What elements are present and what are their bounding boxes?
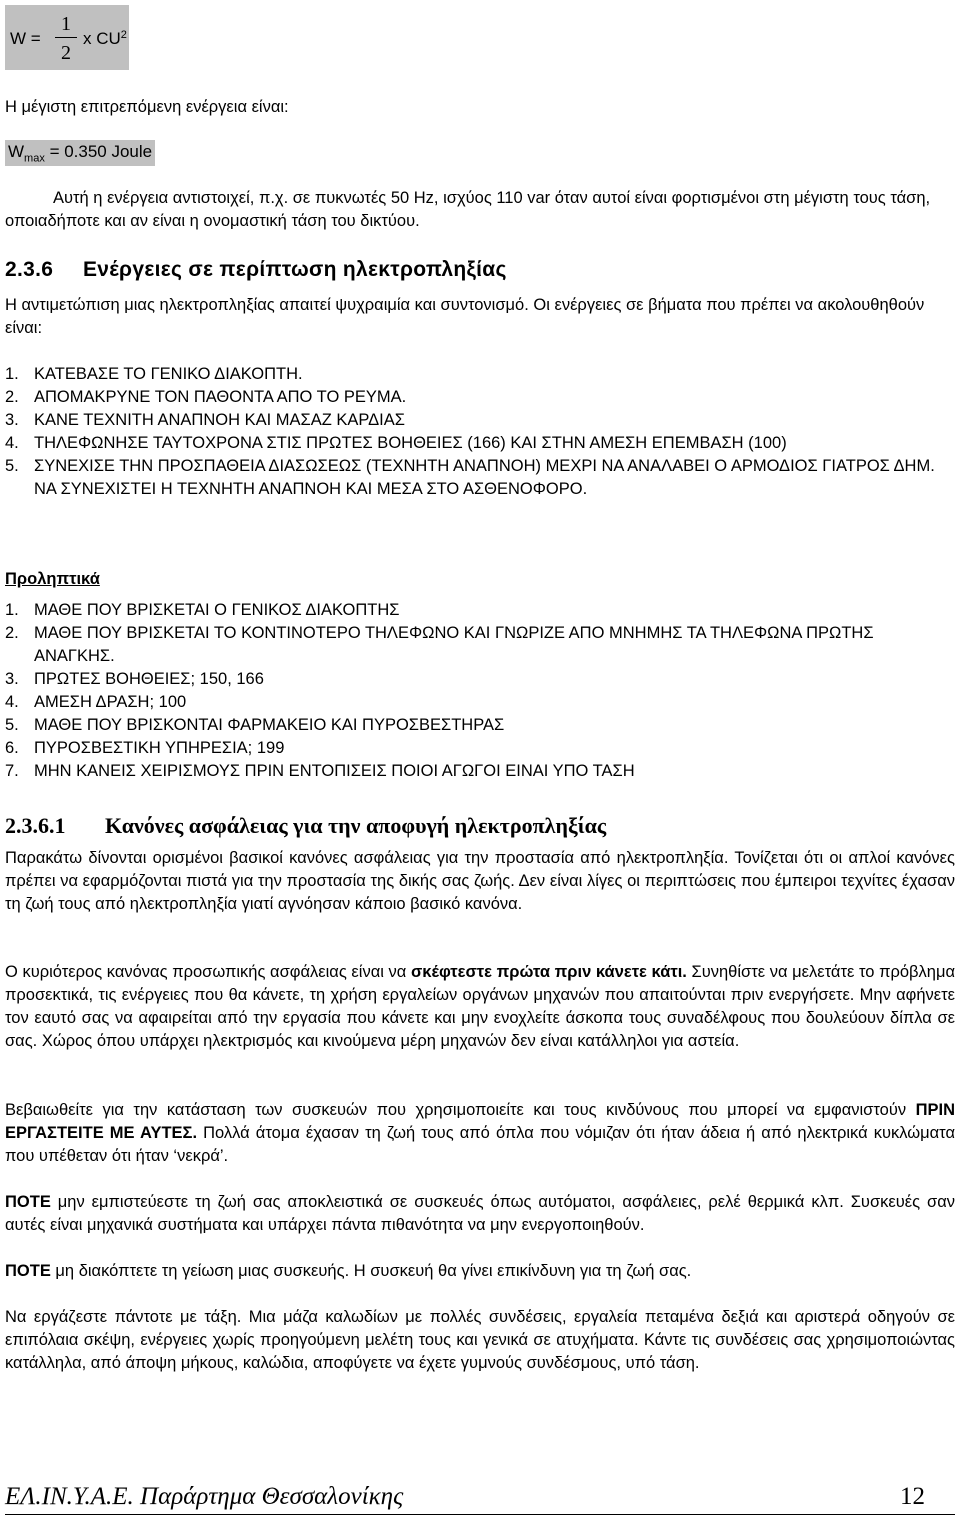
- formula-rhs-text: x CU: [83, 29, 121, 48]
- p2-before: Ο κυριότερος κανόνας προσωπικής ασφάλειας είναι να: [5, 963, 412, 981]
- paragraph-5: [5, 1260, 955, 1283]
- page-number: 12: [900, 1483, 925, 1510]
- item-number: 1.: [5, 365, 19, 383]
- wmax-value: = 0.350 Joule: [49, 142, 153, 161]
- item-number: 5.: [5, 457, 19, 475]
- formula-lhs: W =: [10, 29, 41, 48]
- subsection-number: 2.3.6.1: [5, 813, 66, 838]
- p3-emphasis: ΠΡΙΝ ΕΡΓΑΣΤΕΙΤΕ ΜΕ ΑΥΤΕΣ.: [5, 1101, 955, 1142]
- item-text: ΑΠΟΜΑΚΡΥΝΕ ΤΟΝ ΠΑΘΟΝΤΑ ΑΠΟ ΤΟ ΡΕΥΜΑ.: [34, 388, 407, 406]
- item-number: 4.: [5, 693, 19, 711]
- section-heading: [5, 258, 507, 282]
- list-item: [5, 714, 955, 737]
- item-text: ΜΑΘΕ ΠΟΥ ΒΡΙΣΚΟΝΤΑΙ ΦΑΡΜΑΚΕΙΟ ΚΑΙ ΠΥΡΟΣΒΕΣΤΗΡΑΣ: [34, 716, 505, 734]
- item-text: ΑΜΕΣΗ ΔΡΑΣΗ; 100: [34, 693, 187, 711]
- formula-rhs: [83, 29, 127, 49]
- item-text: ΚΑΝΕ ΤΕΧΝΙΤΗ ΑΝΑΠΝΟΗ ΚΑΙ ΜΑΣΑΖ ΚΑΡΔΙΑΣ: [34, 411, 405, 429]
- item-number: 5.: [5, 716, 19, 734]
- item-number: 2.: [5, 624, 19, 642]
- wmax-symbol: W: [8, 142, 25, 161]
- item-number: 6.: [5, 739, 19, 757]
- list-item: [5, 760, 955, 783]
- item-text: ΜΑΘΕ ΠΟΥ ΒΡΙΣΚΕΤΑΙ Ο ΓΕΝΙΚΟΣ ΔΙΑΚΟΠΤΗΣ: [34, 601, 400, 619]
- item-number: 3.: [5, 670, 19, 688]
- paragraph-6: Να εργάζεστε πάντοτε με τάξη. Μια μάζα καλωδίων με πολλές συνδέσεις, εργαλεία πεταμένα δεξιά και αριστερά οδηγούν σε επιπόλαια σκέψη, ενέργειες χωρίς προηγούμενη μελέτη τους και γενικά σε ατυχήματα. Κάντε τις συνδέσεις σας χρησιμοποιώντας κατάλληλα, από άποψη μήκους, καλώδια, αποφύγετε να έχετε γυμνούς συνδέσμους, υπό τάση.: [5, 1308, 955, 1372]
- formula-numerator: 1: [61, 13, 71, 35]
- list-item: [5, 737, 955, 760]
- list-item: [5, 599, 955, 622]
- item-text: ΚΑΤΕΒΑΣΕ ΤΟ ΓΕΝΙΚΟ ΔΙΑΚΟΠΤΗ.: [34, 365, 303, 383]
- formula-exponent: 2: [120, 29, 127, 41]
- p4-emphasis: ΠΟΤΕ: [5, 1193, 51, 1211]
- p2-emphasis: σκέφτεστε πρώτα πριν κάνετε κάτι.: [411, 963, 687, 981]
- list-item: [5, 622, 955, 668]
- item-number: 3.: [5, 411, 19, 429]
- wmax-subscript: max: [24, 152, 45, 165]
- steps-list: [5, 363, 955, 501]
- paragraph-energy: Αυτή η ενέργεια αντιστοιχεί, π.χ. σε πυκνωτές 50 Hz, ισχύος 110 var όταν αυτοί είναι φορτισμένοι στη μέγιστη τους τάση, οποιαδήποτε και αν είναι η ονομαστική τάση του δικτύου.: [5, 189, 931, 230]
- intro-line: Η μέγιστη επιτρεπόμενη ενέργεια είναι:: [5, 98, 289, 116]
- page-footer: [5, 1483, 955, 1511]
- section-title: Ενέργειες σε περίπτωση ηλεκτροπληξίας: [83, 258, 507, 281]
- p5-emphasis: ΠΟΤΕ: [5, 1262, 51, 1280]
- wmax-box: [5, 140, 155, 166]
- footer-rule: [5, 1514, 955, 1515]
- list-item: [5, 668, 955, 691]
- subsection-title: Κανόνες ασφάλειας για την αποφυγή ηλεκτροπληξίας: [105, 813, 607, 838]
- list-item: [5, 386, 955, 409]
- paragraph-3: [5, 1099, 955, 1168]
- p3-after: Πολλά άτομα έχασαν τη ζωή τους από όπλα που νόμιζαν ότι ήταν άδεια ή από ηλεκτρικά κυκλώματα που υπέθεταν ότι ήταν ‘νεκρά’.: [5, 1124, 955, 1165]
- preventive-heading: Προληπτικά: [5, 570, 100, 588]
- list-item: [5, 409, 955, 432]
- formula-box: [5, 5, 129, 70]
- paragraph-2: [5, 961, 955, 1053]
- formula-fraction: [55, 11, 77, 66]
- item-text: ΠΥΡΟΣΒΕΣΤΙΚΗ ΥΠΗΡΕΣΙΑ; 199: [34, 739, 285, 757]
- formula-denominator: 2: [61, 42, 71, 64]
- item-text: ΜΗΝ ΚΑΝΕΙΣ ΧΕΙΡΙΣΜΟΥΣ ΠΡΙΝ ΕΝΤΟΠΙΣΕΙΣ ΠΟΙΟΙ ΑΓΩΓΟΙ ΕΙΝΑΙ ΥΠΟ ΤΑΣΗ: [34, 762, 635, 780]
- item-number: 2.: [5, 388, 19, 406]
- list-item: [5, 691, 955, 714]
- list-item: [5, 432, 955, 455]
- preventive-list: [5, 599, 955, 783]
- paragraph-1: Παρακάτω δίνονται ορισμένοι βασικοί κανόνες ασφάλειας για την προστασία από ηλεκτροπληξία. Τονίζεται ότι οι απλοί κανόνες πρέπει να εφαρμόζονται πιστά για την προστασία της δικής σας ζωής. Δεν είναι λίγες οι περιπτώσεις που έμπειροι τεχνίτες έχασαν τη ζωή τους από ηλεκτροπληξία γιατί αγνόησαν κάποιο βασικό κανόνα.: [5, 849, 955, 913]
- paragraph-4: [5, 1191, 955, 1237]
- item-number: 1.: [5, 601, 19, 619]
- p3-before: Βεβαιωθείτε για την κατάσταση των συσκευών που χρησιμοποιείτε και τους κινδύνους που μπορεί να εμφανιστούν: [5, 1101, 916, 1119]
- item-number: 7.: [5, 762, 19, 780]
- item-text: ΜΑΘΕ ΠΟΥ ΒΡΙΣΚΕΤΑΙ ΤΟ ΚΟΝΤΙΝΟΤΕΡΟ ΤΗΛΕΦΩΝΟ ΚΑΙ ΓΝΩΡΙΖΕ ΑΠΟ ΜΝΗΜΗΣ ΤΑ ΤΗΛΕΦΩΝΑ ΠΡΩΤΗΣ ΑΝΑΓΚΗΣ.: [34, 624, 874, 665]
- item-text: ΣΥΝΕΧΙΣΕ ΤΗΝ ΠΡΟΣΠΑΘΕΙΑ ΔΙΑΣΩΣΕΩΣ (ΤΕΧΝΗΤΗ ΑΝΑΠΝΟΗ) ΜΕΧΡΙ ΝΑ ΑΝΑΛΑΒΕΙ Ο ΑΡΜΟΔΙΟΣ ΓΙΑΤΡΟΣ ΔΗΜ. ΝΑ ΣΥΝΕΧΙΣΤΕΙ Η ΤΕΧΝΗΤΗ ΑΝΑΠΝΟΗ ΚΑΙ ΜΕΣΑ ΣΤΟ ΑΣΘΕΝΟΦΟΡΟ.: [34, 457, 935, 498]
- p5-after: μη διακόπτετε τη γείωση μιας συσκευής. Η συσκευή θα γίνει επικίνδυνη για τη ζωή σας.: [50, 1262, 692, 1280]
- list-item: [5, 363, 955, 386]
- footer-org: ΕΛ.ΙΝ.Υ.Α.Ε. Παράρτημα Θεσσαλονίκης: [5, 1483, 404, 1510]
- item-text: ΠΡΩΤΕΣ ΒΟΗΘΕΙΕΣ; 150, 166: [34, 670, 264, 688]
- section-intro: Η αντιμετώπιση μιας ηλεκτροπληξίας απαιτεί ψυχραιμία και συντονισμό. Οι ενέργειες σε βήματα που πρέπει να ακολουθηθούν είναι:: [5, 296, 925, 337]
- p2-after: Συνηθίστε να μελετάτε το πρόβλημα προσεκτικά, τις ενέργειες που θα κάνετε, τη χρήση εργαλείων οργάνων μηχανών που απαιτούνται πριν ενεργήσετε. Μην αφήνετε τον εαυτό σας να αφαιρείται από την εργασία που κάνετε και μην ενοχλείτε άσκοπα τους συναδέλφους που δουλεύουν δίπλα σε σας. Χώρος όπου υπάρχει ηλεκτρισμός και κινούμενα μέρη μηχανών δεν είναι κατάλληλοι για αστεία.: [5, 963, 956, 1050]
- item-number: 4.: [5, 434, 19, 452]
- list-item: [5, 455, 955, 501]
- section-number: 2.3.6: [5, 258, 54, 281]
- p4-after: μην εμπιστεύεστε τη ζωή σας αποκλειστικά σε συσκευές όπως αυτόματοι, ασφάλειες, ρελέ θερμικά κλπ. Συσκευές σαν αυτές είναι μηχανικά συστήματα και υπάρχει πάντα πιθανότητα να μην ενεργοποιηθούν.: [5, 1193, 955, 1234]
- item-text: ΤΗΛΕΦΩΝΗΣΕ ΤΑΥΤΟΧΡΟΝΑ ΣΤΙΣ ΠΡΩΤΕΣ ΒΟΗΘΕΙΕΣ (166) ΚΑΙ ΣΤΗΝ ΑΜΕΣΗ ΕΠΕΜΒΑΣΗ (100): [34, 434, 787, 452]
- subsection-heading: [5, 813, 606, 839]
